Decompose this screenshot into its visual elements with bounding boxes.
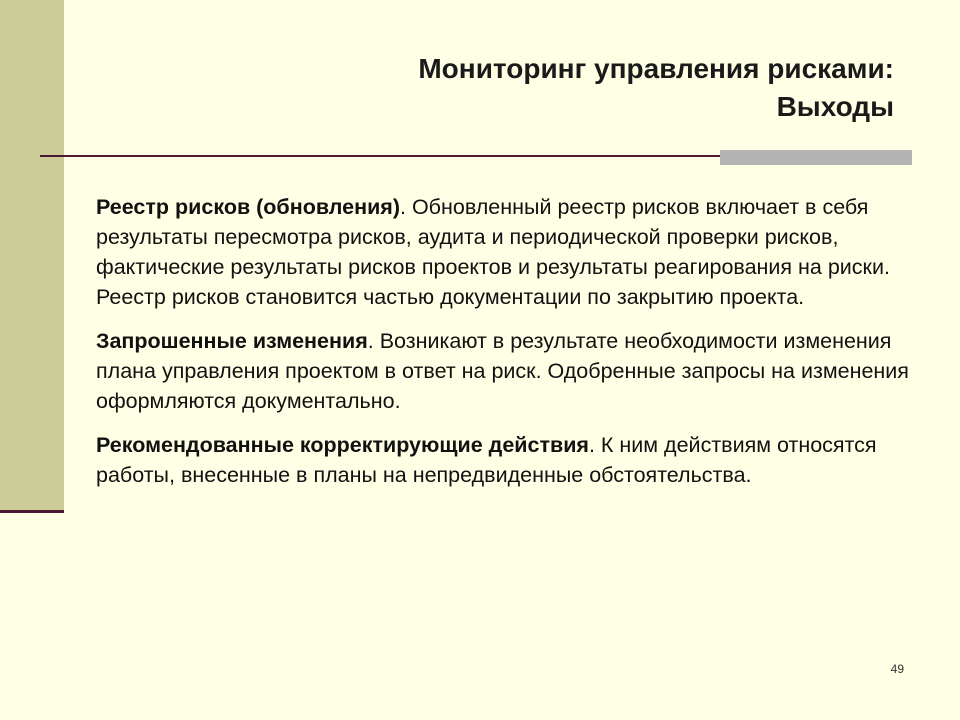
title-gray-accent-bar (720, 150, 912, 165)
slide-title (194, 50, 894, 126)
term-requested-changes: Запрошенные изменения (96, 329, 368, 353)
text-corrective-actions: . К ним действиям относятся работы, внесенные в планы на непредвиденные обстоятельства. (96, 433, 877, 487)
text-requested-changes: . Возникают в результате необходимости изменения плана управления проектом в ответ на риск. Одобренные запросы на изменения оформляются документально. (96, 329, 909, 413)
paragraph-risk-register (96, 192, 926, 312)
term-risk-register: Реестр рисков (обновления) (96, 195, 401, 219)
left-band-divider (0, 510, 64, 513)
slide-title-line-1: Мониторинг управления рисками: (418, 53, 894, 84)
text-risk-register: . Обновленный реестр рисков включает в себя результаты пересмотра рисков, аудита и периодической проверки рисков, фактические результаты рисков проектов и результаты реагирования на риски. Реестр рисков становится частью документации по закрытию проекта. (96, 195, 890, 309)
paragraph-requested-changes (96, 326, 926, 416)
slide-content (96, 192, 926, 504)
left-decorative-band (0, 0, 64, 512)
term-corrective-actions: Рекомендованные корректирующие действия (96, 433, 589, 457)
paragraph-corrective-actions (96, 430, 926, 490)
slide-title-line-2: Выходы (776, 91, 894, 122)
page-number: 49 (890, 662, 904, 676)
